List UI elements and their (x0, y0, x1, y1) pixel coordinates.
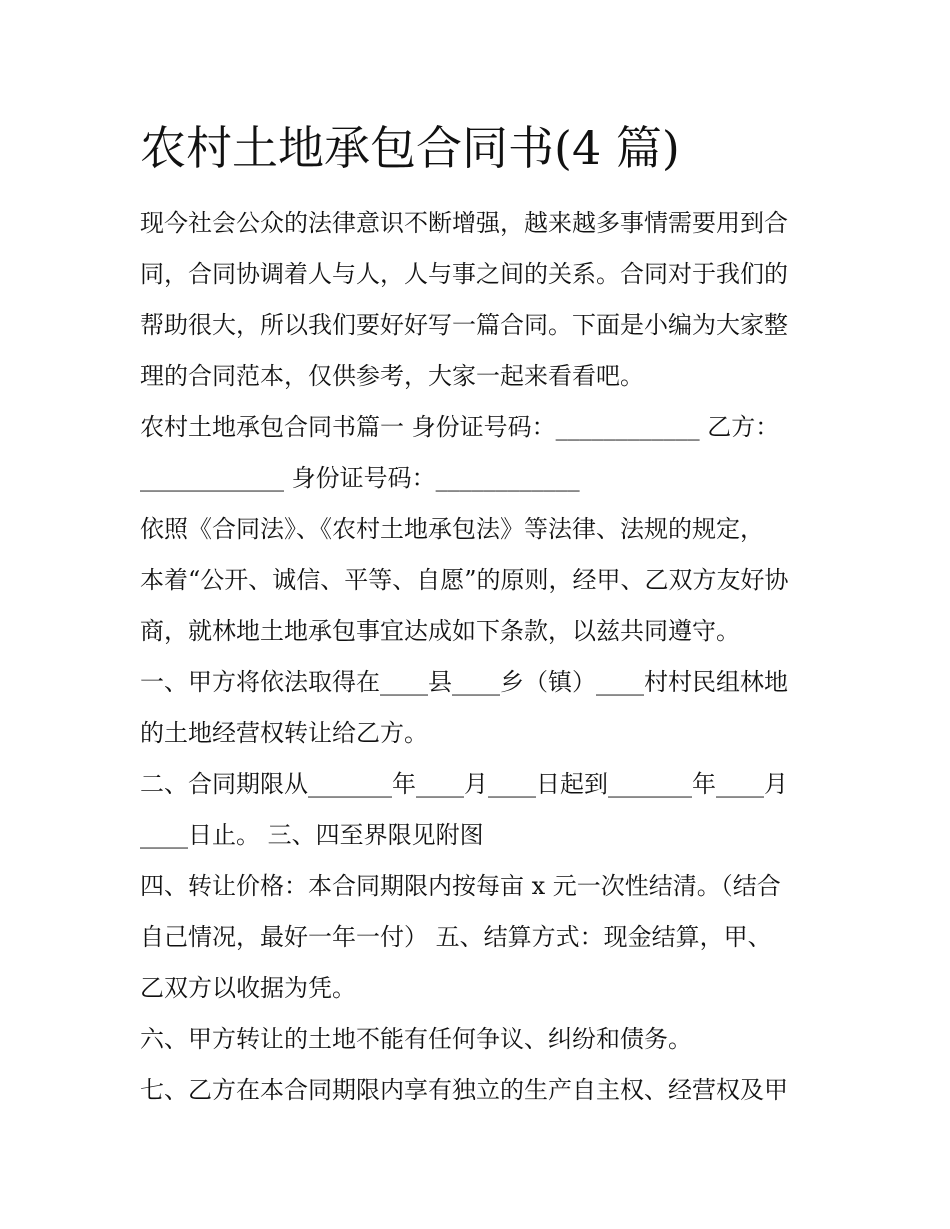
body-line: ____日止。 三、四至界限见附图 (140, 821, 484, 849)
body-line: 农村土地承包合同书篇一 身份证号码：____________ 乙方： (140, 413, 780, 441)
body-line: 自己情况，最好一年一付） 五、结算方式：现金结算，甲、 (140, 923, 772, 951)
document-title: 农村土地承包合同书(4 篇) (140, 121, 680, 175)
body-line: 一、甲方将依法取得在____县____乡（镇）____村村民组林地 (140, 668, 788, 696)
body-line: 四、转让价格：本合同期限内按每亩 x 元一次性结清。（结合 (140, 872, 781, 900)
body-line: 帮助很大，所以我们要好好写一篇合同。下面是小编为大家整 (140, 311, 788, 339)
body-line: 七、乙方在本合同期限内享有独立的生产自主权、经营权及甲 (140, 1076, 788, 1104)
body-line: 二、合同期限从_______年____月____日起到_______年____月 (140, 770, 788, 798)
body-line: 的土地经营权转让给乙方。 (140, 719, 428, 747)
body-line: 六、甲方转让的土地不能有任何争议、纠纷和债务。 (140, 1025, 692, 1053)
document-body (140, 198, 820, 1116)
body-line: 依照《合同法》、《农村土地承包法》等法律、法规的规定， (140, 515, 764, 543)
body-line: 理的合同范本，仅供参考，大家一起来看看吧。 (140, 362, 644, 390)
body-line: 现今社会公众的法律意识不断增强，越来越多事情需要用到合 (140, 209, 788, 237)
body-line: 同，合同协调着人与人，人与事之间的关系。合同对于我们的 (140, 260, 788, 288)
body-line: 商，就林地土地承包事宜达成如下条款，以兹共同遵守。 (140, 617, 740, 645)
body-line: 本着“公开、诚信、平等、自愿”的原则，经甲、乙双方友好协 (140, 566, 789, 594)
body-line: 乙双方以收据为凭。 (140, 974, 356, 1002)
body-line: ____________ 身份证号码：____________ (140, 464, 580, 492)
